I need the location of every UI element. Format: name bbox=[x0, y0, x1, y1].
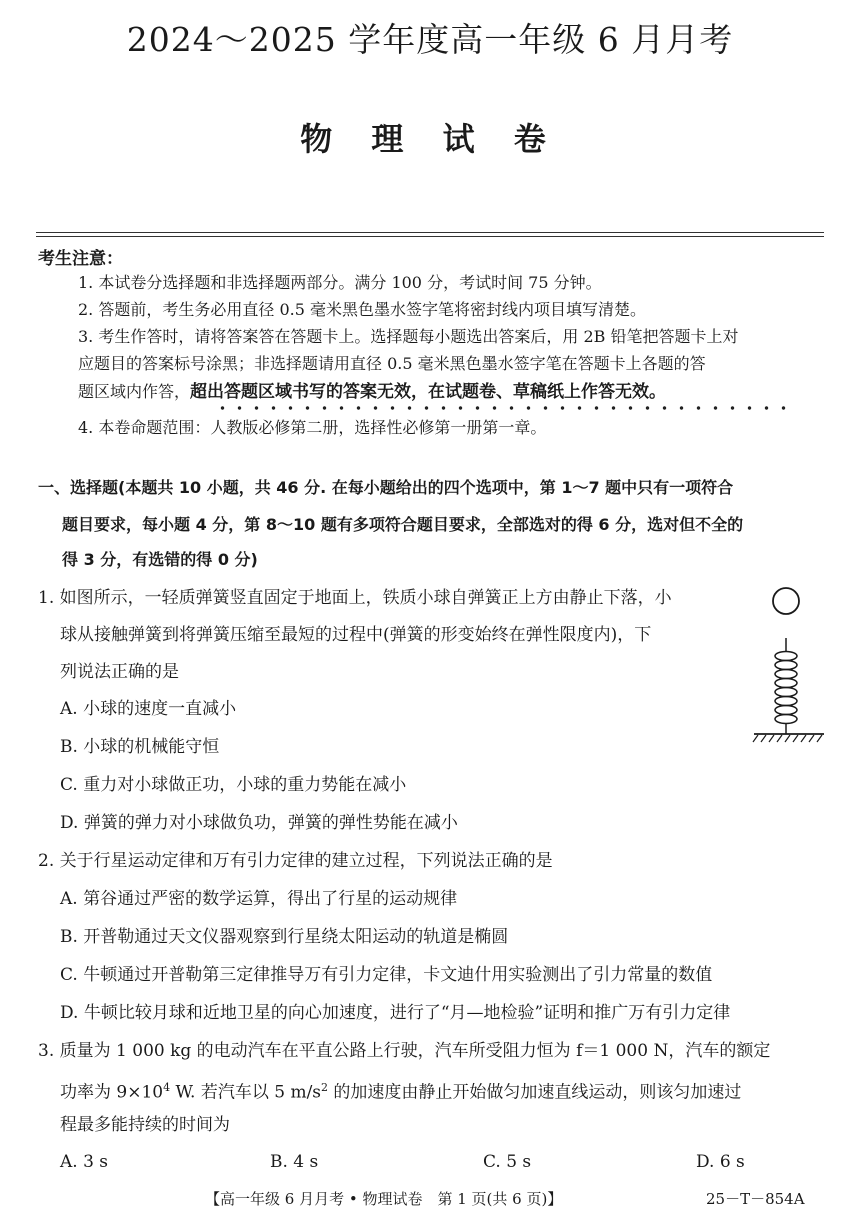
question-2-stem: 2. 关于行星运动定律和万有引力定律的建立过程，下列说法正确的是 bbox=[38, 851, 553, 871]
q3-superscript: 4 bbox=[163, 1081, 171, 1094]
question-1-stem-cont: 球从接触弹簧到将弹簧压缩至最短的过程中(弹簧的形变始终在弹性限度内)，下 bbox=[60, 625, 652, 645]
question-2-option-d: D. 牛顿比较月球和近地卫星的向心加速度，进行了“月—地检验”证明和推广万有引力定律 bbox=[60, 1003, 731, 1023]
notice-item-1: 1. 本试卷分选择题和非选择题两部分。满分 100 分，考试时间 75 分钟。 bbox=[78, 273, 602, 292]
page-footer: 【高一年级 6 月月考 • 物理试卷 第 1 页(共 6 页)】 bbox=[205, 1190, 563, 1208]
divider-line bbox=[36, 232, 824, 233]
paper-code: 25－T－854A bbox=[706, 1190, 805, 1208]
question-3-stem: 3. 质量为 1 000 kg 的电动汽车在平直公路上行驶，汽车所受阻力恒为 f＝1 000 N，汽车的额定 bbox=[38, 1041, 771, 1061]
question-2-option-b: B. 开普勒通过天文仪器观察到行星绕太阳运动的轨道是椭圆 bbox=[60, 927, 509, 947]
ball-icon bbox=[773, 588, 799, 614]
question-1-stem: 1. 如图所示，一轻质弹簧竖直固定于地面上，铁质小球自弹簧正上方由静止下落，小 bbox=[38, 588, 672, 608]
question-3-stem-cont bbox=[60, 1077, 741, 1104]
q3-text-part: 的加速度由静止开始做匀加速直线运动，则该匀加速过 bbox=[328, 1082, 742, 1103]
notice-heading: 考生注意： bbox=[38, 249, 123, 269]
question-1-option-c: C. 重力对小球做正功，小球的重力势能在减小 bbox=[60, 775, 407, 795]
ground-icon bbox=[753, 734, 824, 742]
question-1-option-a: A. 小球的速度一直减小 bbox=[60, 699, 237, 719]
notice-item-3-cont: 应题目的答案标号涂黑；非选择题请用直径 0.5 毫米黑色墨水签字笔在答题卡上各题的答 bbox=[78, 354, 706, 373]
q3-text-part: W. 若汽车以 5 m/s bbox=[170, 1082, 322, 1103]
question-3-option-b: B. 4 s bbox=[270, 1152, 319, 1172]
question-3-option-d: D. 6 s bbox=[696, 1152, 745, 1172]
spring-icon bbox=[775, 638, 797, 734]
section-heading: 一、选择题(本题共 10 小题，共 46 分. 在每小题给出的四个选项中，第 1～7 题中只有一项符合 bbox=[38, 478, 734, 497]
question-1-stem-cont: 列说法正确的是 bbox=[60, 662, 179, 682]
question-3-stem-cont: 程最多能持续的时间为 bbox=[60, 1115, 230, 1135]
question-2-option-c: C. 牛顿通过开普勒第三定律推导万有引力定律，卡文迪什用实验测出了引力常量的数值 bbox=[60, 965, 713, 985]
spring-ball-figure bbox=[752, 582, 828, 746]
divider-line bbox=[36, 236, 824, 237]
notice-emphasis-text: 超出答题区域书写的答案无效，在试题卷、草稿纸上作答无效。 bbox=[190, 382, 667, 402]
question-1-option-b: B. 小球的机械能守恒 bbox=[60, 737, 220, 757]
notice-item-4: 4. 本卷命题范围：人教版必修第二册，选择性必修第一册第一章。 bbox=[78, 418, 547, 437]
question-3-option-a: A. 3 s bbox=[60, 1152, 109, 1172]
question-3-option-c: C. 5 s bbox=[483, 1152, 532, 1172]
section-heading-cont: 得 3 分，有选错的得 0 分) bbox=[62, 550, 258, 569]
exam-title: 2024～2025 学年度高一年级 6 月月考 bbox=[126, 20, 734, 59]
q3-text-part: 功率为 9×10 bbox=[60, 1082, 164, 1103]
question-2-option-a: A. 第谷通过严密的数学运算，得出了行星的运动规律 bbox=[60, 889, 458, 909]
subject-title: 物 理 试 卷 bbox=[300, 120, 560, 158]
q3-superscript: 2 bbox=[321, 1081, 329, 1094]
notice-plain-text: 题区域内作答， bbox=[78, 382, 191, 401]
emphasis-dots bbox=[214, 405, 792, 411]
notice-item-3-cont bbox=[78, 382, 666, 402]
notice-item-3: 3. 考生作答时，请将答案答在答题卡上。选择题每小题选出答案后，用 2B 铅笔把答题卡上对 bbox=[78, 327, 739, 346]
question-1-option-d: D. 弹簧的弹力对小球做负功，弹簧的弹性势能在减小 bbox=[60, 813, 458, 833]
section-heading-cont: 题目要求，每小题 4 分，第 8～10 题有多项符合题目要求，全部选对的得 6 分，选对但不全的 bbox=[62, 515, 744, 534]
notice-item-2: 2. 答题前，考生务必用直径 0.5 毫米黑色墨水签字笔将密封线内项目填写清楚。 bbox=[78, 300, 646, 319]
